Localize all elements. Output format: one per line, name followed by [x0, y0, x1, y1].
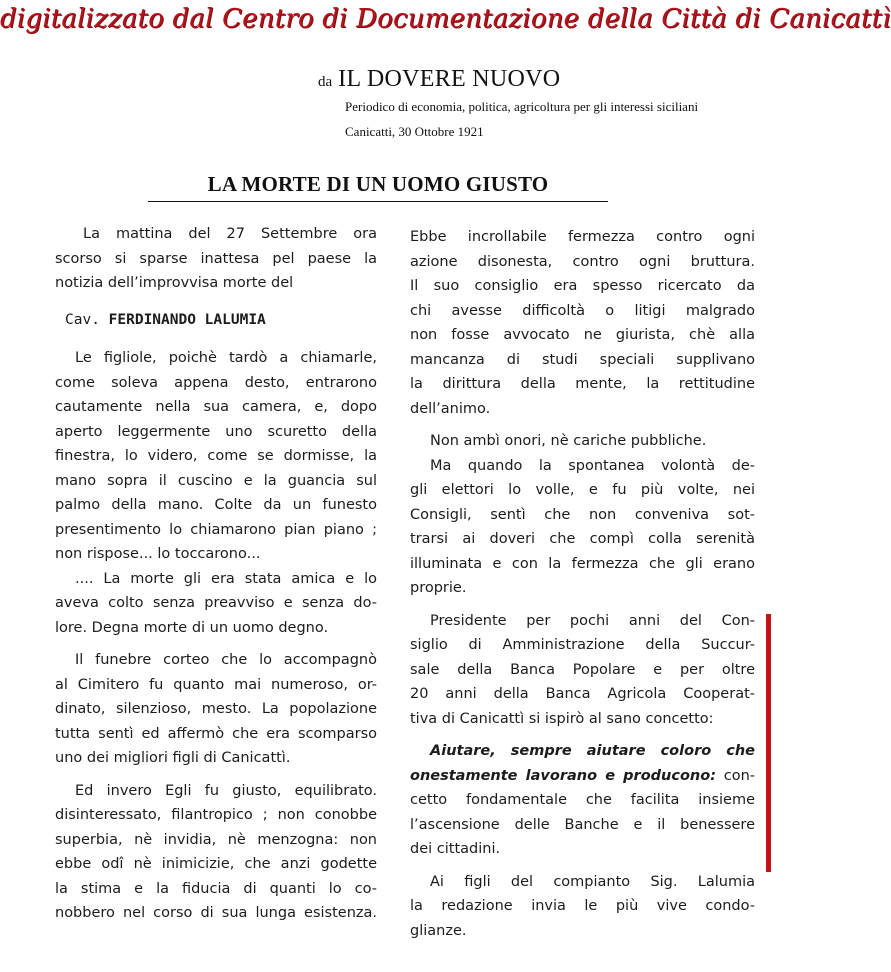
- text-line: azione disonesta, contro ogni bruttura.: [410, 253, 755, 270]
- motto-line: onestamente lavorano e producono:: [410, 767, 717, 784]
- article-headline: LA MORTE DI UN UOMO GIUSTO: [148, 172, 608, 202]
- text-line: La mattina del 27 Settembre ora: [83, 226, 377, 242]
- text-line: cautamente nella sua camera, e, dopo: [55, 399, 377, 415]
- text-line: presentimento lo chiamarono pian piano ;: [55, 521, 377, 538]
- text-line: siglio di Amministrazione della Succur-: [410, 637, 755, 653]
- text-line: aveva colto senza preavviso e senza do-: [55, 595, 377, 611]
- motto-line: Aiutare, sempre aiutare coloro che: [430, 743, 755, 759]
- dateline: Canicatti, 30 Ottobre 1921: [345, 124, 484, 139]
- source-prefix: da: [318, 74, 333, 90]
- text-line: l’ascensione delle Banche e il benessere: [410, 816, 755, 833]
- text-line: tiva di Canicattì si ispirò al sano concetto:: [410, 710, 714, 727]
- text-line: scorso si sparse inattesa pel paese la: [55, 250, 377, 267]
- text-line: Il funebre corteo che lo accompagnò: [75, 652, 377, 668]
- text-line: gli elettori lo volle, e fu più volte, nei: [410, 482, 755, 498]
- text-line: la redazione invia le più vive condo-: [410, 898, 755, 914]
- text-line: [410, 764, 755, 789]
- text-line: trarsi ai doveri che compì colla serenità: [410, 531, 755, 547]
- periodical-subtitle: Periodico di economia, politica, agricoltura per gli interessi siciliani: [345, 99, 699, 114]
- text-line: Le figliole, poichè tardò a chiamarle,: [75, 350, 377, 366]
- text-line: palmo della mano. Colte da un funesto: [55, 497, 377, 513]
- text-line: lore. Degna morte di un uomo degno.: [55, 619, 329, 636]
- name-title: Cav.: [65, 311, 100, 328]
- text-line: non rispose... lo toccarono...: [55, 546, 261, 562]
- text-line: ebbe odî nè inimicizie, che anzi godette: [55, 856, 377, 872]
- text-line: glianze.: [410, 922, 467, 939]
- margin-mark: [766, 614, 771, 872]
- text-line: proprie.: [410, 580, 467, 596]
- text-line: non fosse avvocato ne giurista, chè alla: [410, 327, 755, 343]
- newspaper-title: IL DOVERE NUOVO: [338, 66, 561, 92]
- text-line: superbia, nè invidia, nè menzogna: non: [55, 831, 377, 848]
- digitization-watermark: digitalizzato dal Centro di Documentazione della Città di Canicattì: [0, 4, 891, 34]
- text-line: dei cittadini.: [410, 841, 501, 857]
- name-text: FERDINANDO LALUMIA: [108, 311, 266, 328]
- text-line: al Cimitero fu quanto mai numeroso, or-: [55, 676, 377, 693]
- text-line: notizia dell’improvvisa morte del: [55, 275, 294, 291]
- text-line: la dirittura della mente, la rettitudine: [410, 376, 755, 392]
- text-line: dinato, silenzioso, mesto. La popolazione: [55, 701, 377, 717]
- text-line: tutta sentì ed affermò che era scomparso: [55, 725, 377, 742]
- deceased-name: [55, 308, 377, 333]
- text-line: uno dei migliori figli di Canicattì.: [55, 750, 291, 766]
- text-line: la stima e la fiducia di quanti lo co-: [55, 880, 377, 897]
- text-line: Ma quando la spontanea volontà de-: [430, 457, 755, 474]
- text-line: illuminata e con la fermezza che gli erano: [410, 555, 755, 572]
- text-line: Ed invero Egli fu giusto, equilibrato.: [75, 782, 377, 799]
- text-line: Consigli, sentì che non conveniva sot-: [410, 506, 755, 523]
- left-column: [55, 222, 377, 926]
- text-line: .... La morte gli era stata amica e lo: [75, 570, 377, 587]
- text-line: mancanza di studi speciali supplivano: [410, 351, 755, 368]
- text-line: 20 anni della Banca Agricola Cooperat-: [410, 686, 755, 702]
- text-line: Non ambì onori, nè cariche pubbliche.: [430, 433, 707, 449]
- text-line: Presidente per pochi anni del Con-: [430, 612, 755, 629]
- source-header: [318, 66, 560, 93]
- text-line: Ebbe incrollabile fermezza contro ogni: [410, 229, 755, 245]
- text-line: Il suo consiglio era spesso ricercato da: [410, 278, 755, 294]
- text-line: finestra, lo videro, come se dormisse, la: [55, 448, 377, 464]
- text-line: aperto leggermente uno scuretto della: [55, 423, 377, 440]
- text-line: come soleva appena desto, entrarono: [55, 374, 377, 391]
- text-line: nobbero nel corso di sua lunga esistenza.: [55, 905, 377, 921]
- text-line: sale della Banca Popolare e per oltre: [410, 661, 755, 678]
- text-line: disinteressato, filantropico ; non conobbe: [55, 807, 377, 823]
- text-line: chi avesse difficoltà o litigi malgrado: [410, 302, 755, 319]
- text-line: cetto fondamentale che facilita insieme: [410, 792, 755, 808]
- text-line: mano sopra il cuscino e la guancia sul: [55, 472, 377, 489]
- text-fragment: con-: [723, 767, 755, 784]
- right-column: [410, 225, 755, 943]
- text-line: Ai figli del compianto Sig. Lalumia: [430, 873, 755, 890]
- text-line: dell’animo.: [410, 400, 491, 417]
